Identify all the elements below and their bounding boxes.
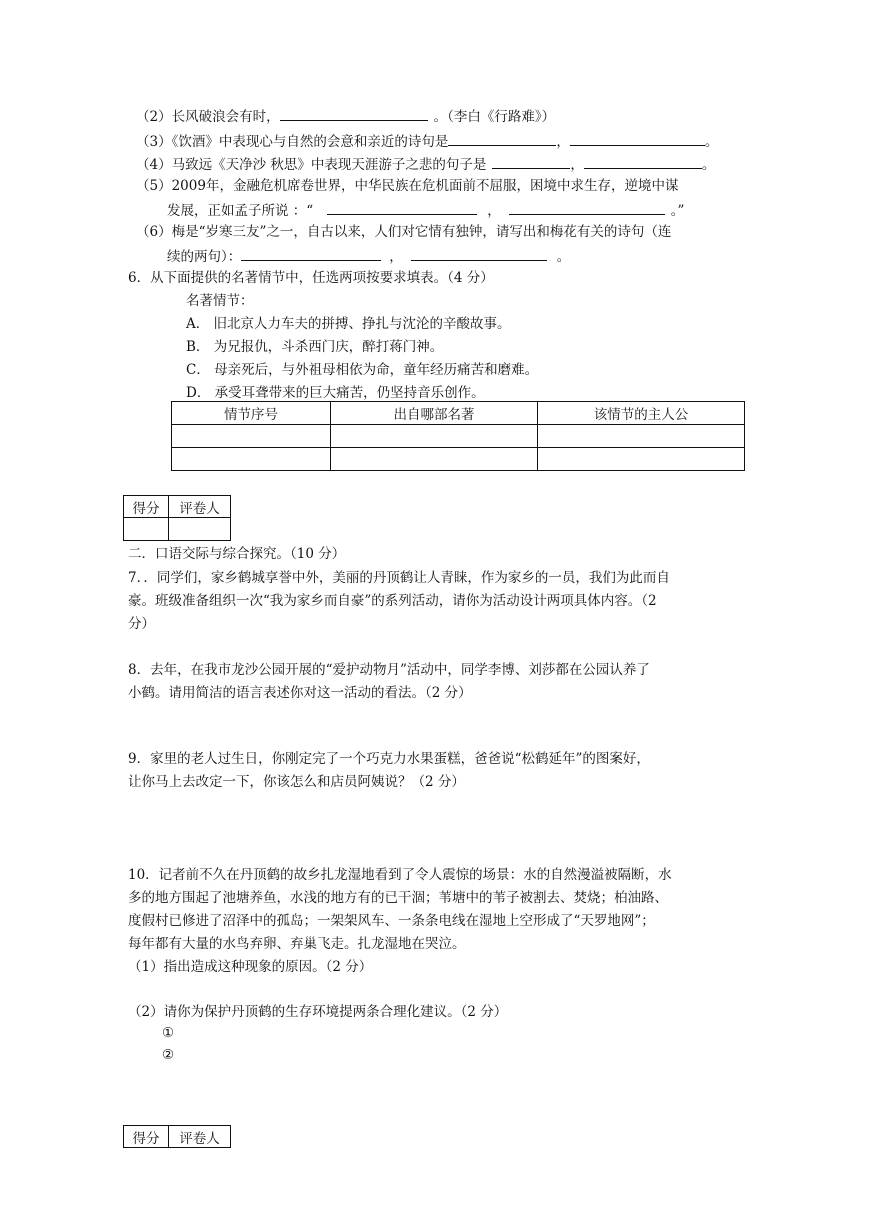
grader-cell[interactable] [169, 518, 231, 541]
table-cell[interactable] [172, 448, 331, 471]
q5-item-6-text-a: 续的两句）： [167, 249, 242, 265]
q7-line-1: 7．．同学们，家乡鹤城享誉中外，美丽的丹顶鹤让人青睐，作为家乡的一员，我们为此而自 [128, 570, 670, 586]
q10-sub-1: （1）指出造成这种现象的原因。（2 分） [128, 959, 373, 975]
answer-marker-1: ① [162, 1025, 175, 1041]
comma: ， [389, 249, 403, 265]
q9-line-1: 9．家里的老人过生日，你刚定完了一个巧克力水果蛋糕，爸爸说“松鹤延年”的图案好， [128, 751, 650, 767]
closing-quote: 。” [670, 203, 685, 219]
q5-item-5-line1: （5）2009年，金融危机席卷世界，中华民族在危机面前不屈服，困境中求生存，逆境中谋 [136, 178, 679, 194]
q6-option-b: B． 为兄报仇，斗杀西门庆，醉打蒋门神。 [186, 339, 444, 355]
q6-title: 6．从下面提供的名著情节中，任选两项按要求填表。（4 分） [128, 270, 494, 286]
score-box [123, 495, 231, 541]
answer-blank[interactable] [492, 154, 570, 169]
table-header: 情节序号 [172, 402, 331, 425]
q5-item-4-text-a: （4）马致远《天净沙 秋思》中表现天涯游子之悲的句子是 [136, 157, 487, 173]
q7-line-3: 分） [128, 616, 155, 632]
table-cell[interactable] [331, 448, 538, 471]
table-cell[interactable] [331, 425, 538, 448]
grader-label: 评卷人 [169, 1126, 231, 1148]
q10-sub-2: （2）请你为保护丹顶鹤的生存环境提两条合理化建议。（2 分） [128, 1004, 508, 1020]
q6-option-a: A． 旧北京人力车夫的拼搏、挣扎与沈沦的辛酸故事。 [186, 316, 511, 332]
q10-line-4: 每年都有大量的水鸟弃卵、弃巢飞走。扎龙湿地在哭泣。 [128, 936, 466, 952]
q6-option-c: C． 母亲死后，与外祖母相依为命，童年经历痛苦和磨难。 [186, 362, 539, 378]
answer-blank[interactable] [241, 246, 381, 261]
comma: ， [556, 134, 570, 150]
answer-blank[interactable] [509, 200, 665, 215]
table-header: 该情节的主人公 [538, 402, 745, 425]
answer-marker-2: ② [162, 1047, 175, 1063]
q5-item-4 [136, 154, 715, 174]
answer-blank[interactable] [570, 131, 705, 146]
q5-item-5-line2 [167, 200, 684, 220]
answer-blank[interactable] [280, 106, 428, 121]
answer-blank[interactable] [411, 246, 547, 261]
table-cell[interactable] [538, 425, 745, 448]
q9-line-2: 让你马上去改定一下，你该怎么和店员阿姨说？（2 分） [128, 774, 465, 790]
q10-line-2: 多的地方围起了池塘养鱼，水浅的地方有的已干涸；苇塘中的苇子被割去、焚烧；柏油路、 [128, 890, 668, 906]
q6-option-d: D． 承受耳聋带来的巨大痛苦，仍坚持音乐创作。 [186, 385, 485, 401]
q5-item-6-line1: （6）梅是“岁寒三友”之一，自古以来，人们对它情有独钟，请写出和梅花有关的诗句（连 [136, 224, 672, 240]
score-label: 得分 [124, 1126, 169, 1148]
period: 。 [704, 134, 719, 150]
q8-line-1: 8．去年，在我市龙沙公园开展的“爱护动物月”活动中，同学李博、刘莎都在公园认养了 [128, 662, 650, 678]
q10-line-3: 度假村已修进了沼泽中的孤岛；一架架风车、一条条电线在湿地上空形成了“天罗地网”； [128, 913, 655, 929]
q5-item-3-text-a: （3）《饮酒》中表现心与自然的会意和亲近的诗句是 [136, 134, 449, 150]
q5-item-3 [136, 131, 718, 151]
q5-item-5-text-a: 发展，正如孟子所说 ：“ [167, 203, 314, 219]
q6-answer-table [171, 401, 745, 471]
q5-item-2 [136, 106, 555, 126]
score-cell[interactable] [124, 518, 169, 541]
q8-line-2: 小鹤。请用简洁的语言表述你对这一活动的看法。（2 分） [128, 685, 472, 701]
comma: ， [487, 203, 501, 219]
period: 。 [556, 249, 571, 265]
q7-line-2: 豪。班级准备组织一次“我为家乡而自豪”的系列活动，请你为活动设计两项具体内容。（2 [128, 593, 657, 609]
comma: ， [570, 157, 584, 173]
q10-line-1: 10．记者前不久在丹顶鹤的故乡扎龙湿地看到了令人震惊的场景：水的自然漫溢被隔断，水 [128, 867, 672, 883]
table-row [172, 448, 745, 471]
answer-blank[interactable] [584, 154, 702, 169]
table-row [172, 425, 745, 448]
q5-item-6-line2 [167, 246, 570, 266]
table-header-row [172, 402, 745, 425]
score-label: 得分 [124, 496, 169, 518]
table-cell[interactable] [172, 425, 331, 448]
answer-blank[interactable] [327, 200, 477, 215]
section-2-title: 二．口语交际与综合探究。（10 分） [128, 546, 346, 562]
q5-item-2-text-a: （2）长风破浪会有时， [136, 109, 280, 125]
q6-subtitle: 名著情节： [186, 293, 254, 309]
table-cell[interactable] [538, 448, 745, 471]
period: 。 [701, 157, 716, 173]
answer-blank[interactable] [448, 131, 556, 146]
grader-label: 评卷人 [169, 496, 231, 518]
q5-item-2-text-b: 。（李白《行路难》） [433, 109, 556, 125]
table-header: 出自哪部名著 [331, 402, 538, 425]
score-box-2 [123, 1125, 231, 1148]
